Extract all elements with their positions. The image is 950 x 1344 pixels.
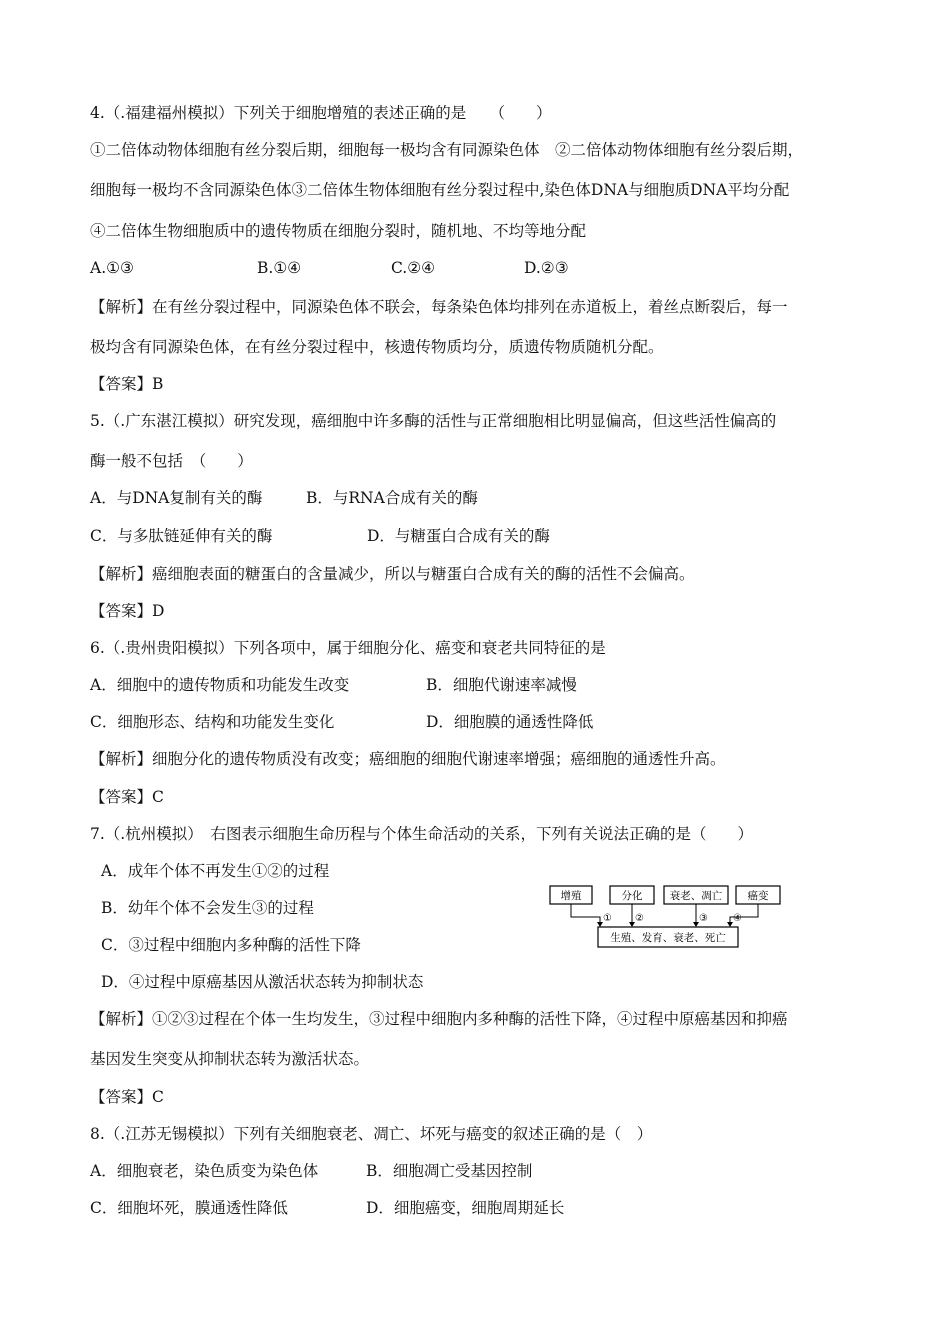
marker-3: ③ — [699, 913, 708, 924]
marker-2: ② — [635, 913, 644, 924]
q6-option-c: C．细胞形态、结构和功能发生变化 — [90, 713, 335, 731]
q4-option-d: D.②③ — [524, 259, 569, 277]
q4-option-a: A.①③ — [90, 259, 134, 277]
q7-option-c: C．③过程中细胞内多种酶的活性下降 — [101, 936, 361, 954]
q4-option-b: B.①④ — [257, 259, 302, 277]
q6-answer: 【答案】C — [90, 788, 164, 806]
q7-analysis-line-1: 【解析】①②③过程在个体一生均发生，③过程中细胞内多种酶的活性下降，④过程中原癌基因和抑癌 — [90, 1010, 788, 1028]
q5-stem-line-1: 5.（.广东湛江模拟）研究发现，癌细胞中许多酶的活性与正常细胞相比明显偏高，但这些活性偏高的 — [90, 412, 777, 430]
box-proliferation-label: 增殖 — [560, 890, 582, 902]
marker-1: ① — [603, 913, 612, 924]
q6-stem: 6.（.贵州贵阳模拟）下列各项中，属于细胞分化、癌变和衰老共同特征的是 — [90, 639, 606, 657]
q7-option-d: D．④过程中原癌基因从激活状态转为抑制状态 — [101, 973, 424, 991]
q5-option-c: C．与多肽链延伸有关的酶 — [90, 527, 273, 545]
q6-option-d: D．细胞膜的通透性降低 — [426, 713, 594, 731]
q4-analysis-line-2: 极均含有同源染色体，在有丝分裂过程中，核遗传物质均分，质遗传物质随机分配。 — [90, 338, 664, 356]
q6-option-b: B．细胞代谢速率减慢 — [426, 676, 577, 694]
q4-option-c: C.②④ — [391, 259, 436, 277]
q7-answer: 【答案】C — [90, 1088, 164, 1106]
q7-stem: 7.（.杭州模拟） 右图表示细胞生命历程与个体生命活动的关系，下列有关说法正确的是（ ） — [90, 825, 753, 843]
box-aging-apoptosis-label: 衰老、凋亡 — [669, 890, 723, 902]
q4-answer: 【答案】B — [90, 375, 164, 393]
q7-option-b: B．幼年个体不会发生③的过程 — [101, 899, 314, 917]
q5-stem-line-2: 酶一般不包括 （ ） — [90, 452, 253, 470]
q4-statement-line-3: ④二倍体生物细胞质中的遗传物质在细胞分裂时，随机地、不均等地分配 — [90, 222, 587, 240]
q4-statement-line-2: 细胞每一极均不含同源染色体③二倍体生物体细胞有丝分裂过程中,染色体DNA与细胞质DNA平均分配 — [90, 181, 790, 199]
q4-stem: 4.（.福建福州模拟）下列关于细胞增殖的表述正确的是 （ ） — [90, 104, 552, 122]
q7-option-a: A．成年个体不再发生①②的过程 — [101, 862, 330, 880]
q5-option-a: A．与DNA复制有关的酶 — [90, 489, 263, 507]
q7-life-history-diagram — [548, 882, 786, 952]
marker-4: ④ — [733, 913, 742, 924]
box-canceration-label: 癌变 — [747, 890, 769, 902]
arrow-1-line — [571, 904, 600, 924]
q8-option-d: D．细胞癌变，细胞周期延长 — [366, 1199, 565, 1217]
q5-analysis: 【解析】癌细胞表面的糖蛋白的含量减少，所以与糖蛋白合成有关的酶的活性不会偏高。 — [90, 565, 695, 583]
q4-analysis-line-1: 【解析】在有丝分裂过程中，同源染色体不联会，每条染色体均排列在赤道板上，着丝点断裂后，每一 — [90, 298, 788, 316]
q5-answer: 【答案】D — [90, 602, 165, 620]
q5-option-b: B．与RNA合成有关的酶 — [306, 489, 478, 507]
q5-option-d: D．与糖蛋白合成有关的酶 — [367, 527, 550, 545]
box-differentiation-label: 分化 — [621, 890, 643, 902]
q8-option-a: A．细胞衰老，染色质变为染色体 — [90, 1162, 319, 1180]
q8-stem: 8.（.江苏无锡模拟）下列有关细胞衰老、凋亡、坏死与癌变的叙述正确的是（ ） — [90, 1125, 653, 1143]
q6-option-a: A．细胞中的遗传物质和功能发生改变 — [90, 676, 350, 694]
q4-statement-line-1: ①二倍体动物体细胞有丝分裂后期，细胞每一极均含有同源染色体 ②二倍体动物体细胞有丝分裂后期， — [90, 141, 804, 159]
q7-analysis-line-2: 基因发生突变从抑制状态转为激活状态。 — [90, 1050, 370, 1068]
q8-option-b: B．细胞凋亡受基因控制 — [366, 1162, 533, 1180]
box-life-activities-label: 生殖、发育、衰老、死亡 — [610, 932, 726, 944]
q6-analysis: 【解析】细胞分化的遗传物质没有改变；癌细胞的细胞代谢速率增强；癌细胞的通透性升高。 — [90, 750, 726, 768]
diagram-svg — [548, 882, 786, 952]
q8-option-c: C．细胞坏死，膜通透性降低 — [90, 1199, 288, 1217]
